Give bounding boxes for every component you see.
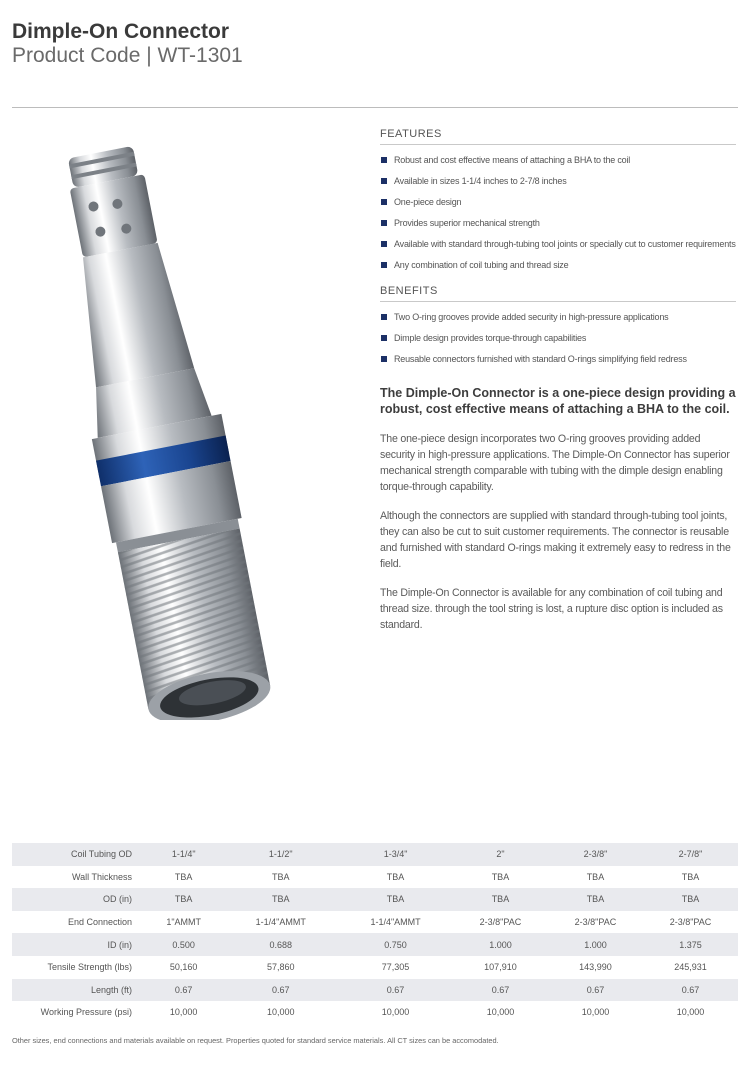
table-cell: 77,305 xyxy=(338,956,453,979)
table-cell: 0.688 xyxy=(223,933,338,956)
table-cell: TBA xyxy=(144,866,223,889)
table-cell: 2-3/8"PAC xyxy=(643,911,738,934)
row-label: Tensile Strength (lbs) xyxy=(12,956,144,979)
table-cell: 1.000 xyxy=(453,933,548,956)
table-cell: 0.500 xyxy=(144,933,223,956)
lead-paragraph: The Dimple-On Connector is a one-piece design providing a robust, cost effective means of attaching a BHA to the coil. xyxy=(380,386,736,416)
features-heading: FEATURES xyxy=(380,128,442,140)
table-cell: 2" xyxy=(453,843,548,866)
table-row xyxy=(12,979,738,1002)
body-paragraph: The Dimple-On Connector is available for any combination of coil tubing and thread size. through the tool string is lost, a rupture disc option is included as standard. xyxy=(380,587,723,631)
row-label: Wall Thickness xyxy=(12,866,144,889)
row-label: OD (in) xyxy=(12,888,144,911)
table-cell: 245,931 xyxy=(643,956,738,979)
table-cell: 57,860 xyxy=(223,956,338,979)
table-row xyxy=(12,933,738,956)
table-cell: TBA xyxy=(453,888,548,911)
table-cell: 1-1/4"AMMT xyxy=(223,911,338,934)
table-cell: TBA xyxy=(144,888,223,911)
benefits-divider xyxy=(380,301,736,302)
table-cell: 0.67 xyxy=(643,979,738,1002)
benefits-list xyxy=(380,312,736,365)
table-cell: TBA xyxy=(643,866,738,889)
list-item: Provides superior mechanical strength xyxy=(380,218,736,229)
list-item: Reusable connectors furnished with standard O-rings simplifying field redress xyxy=(380,354,736,365)
row-label: Coil Tubing OD xyxy=(12,843,144,866)
table-cell: 1-1/4" xyxy=(144,843,223,866)
list-item: Available with standard through-tubing tool joints or specially cut to customer requirements xyxy=(380,239,736,250)
product-title: Dimple-On Connector xyxy=(12,20,230,43)
table-cell: 10,000 xyxy=(643,1001,738,1024)
table-cell: TBA xyxy=(643,888,738,911)
list-item: Two O-ring grooves provide added security in high-pressure applications xyxy=(380,312,736,323)
table-row xyxy=(12,911,738,934)
table-cell: 1.375 xyxy=(643,933,738,956)
table-cell: 2-7/8" xyxy=(643,843,738,866)
table-cell: TBA xyxy=(548,888,643,911)
row-label: ID (in) xyxy=(12,933,144,956)
table-cell: 10,000 xyxy=(338,1001,453,1024)
table-cell: TBA xyxy=(453,866,548,889)
table-cell: 2-3/8" xyxy=(548,843,643,866)
product-code: Product Code | WT-1301 xyxy=(12,44,243,67)
table-cell: 10,000 xyxy=(548,1001,643,1024)
table-row xyxy=(12,956,738,979)
body-paragraph: Although the connectors are supplied with standard through-tubing tool joints, they can also be cut to suit customer requirements. The connector is reusable and furnished with standard O-rings making it extremely easy to redress in the field. xyxy=(380,510,731,570)
footnote: Other sizes, end connections and materials available on request. Properties quoted for standard service materials. All CT sizes can be accomodated. xyxy=(12,1036,499,1045)
table-cell: 10,000 xyxy=(144,1001,223,1024)
table-cell: 1.000 xyxy=(548,933,643,956)
table-cell: 50,160 xyxy=(144,956,223,979)
table-row xyxy=(12,843,738,866)
features-divider xyxy=(380,144,736,145)
table-cell: 10,000 xyxy=(223,1001,338,1024)
table-cell: 2-3/8"PAC xyxy=(548,911,643,934)
specifications-table xyxy=(12,843,738,1024)
list-item: One-piece design xyxy=(380,197,736,208)
table-cell: 1"AMMT xyxy=(144,911,223,934)
connector-product-image xyxy=(20,120,360,720)
features-list xyxy=(380,155,736,271)
table-cell: 0.67 xyxy=(453,979,548,1002)
list-item: Dimple design provides torque-through capabilities xyxy=(380,333,736,344)
table-cell: 1-1/2" xyxy=(223,843,338,866)
row-label: Working Pressure (psi) xyxy=(12,1001,144,1024)
table-row xyxy=(12,1001,738,1024)
table-cell: 1-3/4" xyxy=(338,843,453,866)
table-cell: 107,910 xyxy=(453,956,548,979)
list-item: Available in sizes 1-1/4 inches to 2-7/8 inches xyxy=(380,176,736,187)
table-cell: TBA xyxy=(338,888,453,911)
product-details xyxy=(380,128,736,646)
table-cell: 0.67 xyxy=(144,979,223,1002)
table-row xyxy=(12,866,738,889)
table-cell: TBA xyxy=(548,866,643,889)
table-cell: 1-1/4"AMMT xyxy=(338,911,453,934)
benefits-heading: BENEFITS xyxy=(380,285,438,297)
table-cell: 0.750 xyxy=(338,933,453,956)
table-cell: TBA xyxy=(223,888,338,911)
row-label: End Connection xyxy=(12,911,144,934)
row-label: Length (ft) xyxy=(12,979,144,1002)
table-cell: 0.67 xyxy=(223,979,338,1002)
table-cell: TBA xyxy=(338,866,453,889)
body-paragraph: The one-piece design incorporates two O-ring grooves providing added security in high-pressure applications. The Dimple-On Connector has superior mechanical strength comparable with tubing with the dimple design enabling torque-through capability. xyxy=(380,433,730,493)
list-item: Robust and cost effective means of attaching a BHA to the coil xyxy=(380,155,736,166)
table-cell: 0.67 xyxy=(338,979,453,1002)
list-item: Any combination of coil tubing and thread size xyxy=(380,260,736,271)
header-divider xyxy=(12,107,738,108)
table-cell: 2-3/8"PAC xyxy=(453,911,548,934)
table-row xyxy=(12,888,738,911)
table-cell: 10,000 xyxy=(453,1001,548,1024)
table-cell: 0.67 xyxy=(548,979,643,1002)
table-cell: TBA xyxy=(223,866,338,889)
table-cell: 143,990 xyxy=(548,956,643,979)
